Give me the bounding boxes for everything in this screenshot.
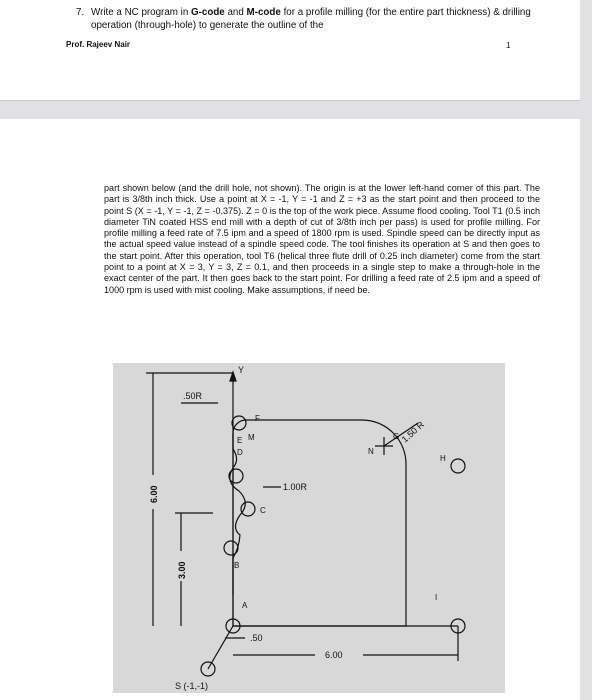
label-e: E xyxy=(237,436,243,445)
question-rest: for a profile milling (for the entire part thickness) & drilling operation (through-hole) to generate the outline of the xyxy=(91,7,531,31)
problem-paragraph xyxy=(104,183,540,296)
label-dim-600-v: 6.00 xyxy=(149,485,159,503)
page-2 xyxy=(0,119,580,700)
label-r100: 1.00R xyxy=(283,482,308,492)
label-f: F xyxy=(255,414,260,423)
question-text xyxy=(91,7,553,32)
label-r150: 1.50 R xyxy=(399,419,427,445)
question-lead: Write a NC program in xyxy=(91,7,191,18)
problem-text: part shown below (and the drill hole, not shown). The origin is at the lower left-hand corner of this part. The part is 3/8th inch thick. Use a point at X = -1, Y = -1 and Z = +3 as the start point and then proceed to the point S (X = -1, Y = -1, Z = -0.375). Z = 0 is the top of the work piece. Assume flood cooling. Tool T1 (0.5 inch diameter TiN coated HSS end mill with a depth of cut of 3/8th inch per pass) is used for profile milling. For profile milling a feed rate of 7.5 ipm and a speed of 1800 rpm is used. Spindle speed can be directly input as the actual speed value instead of a spindle speed code. The tool finishes its operation at S and then goes to the start point. After this operation, tool T6 (helical three flute drill of 0.25 inch diameter) come from the start point to a point at X = 3, Y = 3, Z = 0.1, and then proceeds in a single step to make a through-hole in the exact center of the part. It then goes back to the start point. For drilling a feed rate of 2.5 ipm and a speed of 1000 rpm is used with mist cooling. Make assumptions, if need be. xyxy=(104,183,540,295)
label-a: A xyxy=(242,601,248,610)
label-c: C xyxy=(260,506,266,515)
page-1 xyxy=(0,0,580,101)
page-number: 1 xyxy=(506,41,511,50)
label-d: D xyxy=(237,448,243,457)
question-and: and xyxy=(224,7,247,18)
label-g: G xyxy=(393,432,400,441)
mcode-term: M-code xyxy=(246,7,281,18)
label-dim-050: .50 xyxy=(250,633,263,643)
figure-background xyxy=(113,363,505,693)
question-number: 7. xyxy=(76,7,85,18)
label-y: Y xyxy=(238,365,245,375)
gcode-term: G-code xyxy=(191,7,225,18)
label-r50: .50R xyxy=(183,391,203,401)
label-h: H xyxy=(440,454,446,463)
author-name: Prof. Rajeev Nair xyxy=(66,40,131,49)
label-i: I xyxy=(435,593,438,602)
label-n: N xyxy=(368,447,374,456)
label-m: M xyxy=(248,433,255,442)
part-drawing xyxy=(113,363,505,693)
label-start: S (-1,-1) xyxy=(175,681,209,691)
label-dim-600-h: 6.00 xyxy=(325,650,343,660)
label-dim-300-v: 3.00 xyxy=(177,561,187,579)
label-b: B xyxy=(234,561,240,570)
